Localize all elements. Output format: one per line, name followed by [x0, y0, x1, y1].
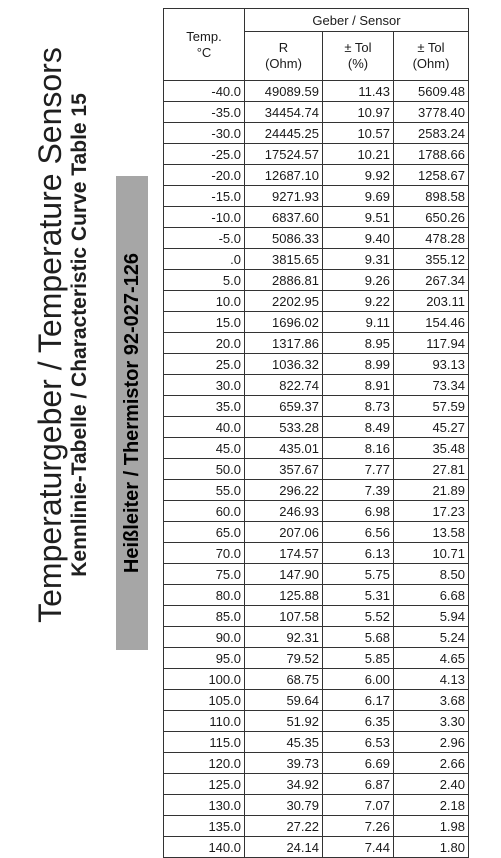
tolerance-percent-cell: 6.13: [323, 543, 394, 564]
tolerance-percent-cell: 8.99: [323, 354, 394, 375]
resistance-cell: 9271.93: [245, 186, 323, 207]
page-title: Temperaturgeber / Temperature Sensors: [32, 47, 68, 623]
temperature-cell: 35.0: [164, 396, 245, 417]
tolerance-ohm-cell: 4.13: [394, 669, 469, 690]
tolerance-percent-cell: 8.91: [323, 375, 394, 396]
tolerance-ohm-cell: 27.81: [394, 459, 469, 480]
temperature-cell: 20.0: [164, 333, 245, 354]
tolerance-percent-cell: 6.00: [323, 669, 394, 690]
resistance-header: [245, 32, 323, 81]
tolerance-percent-cell: 6.53: [323, 732, 394, 753]
table-row: [164, 690, 469, 711]
resistance-cell: 435.01: [245, 438, 323, 459]
tolerance-ohm-cell: 5.94: [394, 606, 469, 627]
tolerance-percent-cell: 9.31: [323, 249, 394, 270]
table-row: [164, 165, 469, 186]
table-row: [164, 291, 469, 312]
temperature-cell: 100.0: [164, 669, 245, 690]
resistance-cell: 125.88: [245, 585, 323, 606]
temperature-cell: 110.0: [164, 711, 245, 732]
table-row: [164, 417, 469, 438]
table-row: [164, 249, 469, 270]
resistance-cell: 1696.02: [245, 312, 323, 333]
tolerance-ohm-cell: 267.34: [394, 270, 469, 291]
tolerance-ohm-cell: 1.98: [394, 816, 469, 837]
tolerance-ohm-cell: 17.23: [394, 501, 469, 522]
tolerance-percent-cell: 11.43: [323, 81, 394, 102]
tolerance-ohm-cell: 3778.40: [394, 102, 469, 123]
resistance-cell: 246.93: [245, 501, 323, 522]
tolerance-percent-cell: 6.98: [323, 501, 394, 522]
resistance-cell: 51.92: [245, 711, 323, 732]
table-row: [164, 732, 469, 753]
temperature-cell: 30.0: [164, 375, 245, 396]
tolerance-percent-cell: 8.49: [323, 417, 394, 438]
tolerance-ohm-cell: 2.66: [394, 753, 469, 774]
resistance-cell: 30.79: [245, 795, 323, 816]
table-row: [164, 480, 469, 501]
tolerance-ohm-cell: 1788.66: [394, 144, 469, 165]
table-body: [164, 81, 469, 858]
tolerance-ohm-cell: 35.48: [394, 438, 469, 459]
table-row: [164, 228, 469, 249]
resistance-cell: 1317.86: [245, 333, 323, 354]
tolerance-ohm-cell: 898.58: [394, 186, 469, 207]
table-row: [164, 144, 469, 165]
table-row: [164, 627, 469, 648]
table-row: [164, 396, 469, 417]
tolerance-ohm-cell: 1258.67: [394, 165, 469, 186]
table-row: [164, 81, 469, 102]
tolerance-percent-cell: 7.26: [323, 816, 394, 837]
table-row: [164, 669, 469, 690]
temperature-cell: 115.0: [164, 732, 245, 753]
tolerance-ohm-cell: 2.40: [394, 774, 469, 795]
temperature-cell: -5.0: [164, 228, 245, 249]
tolerance-ohm-cell: 10.71: [394, 543, 469, 564]
resistance-cell: 6837.60: [245, 207, 323, 228]
resistance-cell: 45.35: [245, 732, 323, 753]
temperature-cell: -35.0: [164, 102, 245, 123]
resistance-cell: 17524.57: [245, 144, 323, 165]
tolerance-percent-cell: 9.11: [323, 312, 394, 333]
temperature-cell: 55.0: [164, 480, 245, 501]
temperature-cell: 85.0: [164, 606, 245, 627]
temperature-cell: 130.0: [164, 795, 245, 816]
table-row: [164, 543, 469, 564]
tolerance-percent-cell: 7.77: [323, 459, 394, 480]
resistance-cell: 147.90: [245, 564, 323, 585]
temperature-cell: 140.0: [164, 837, 245, 858]
thermistor-label: Heißleiter / Thermistor 92-027-126: [121, 252, 143, 574]
resistance-cell: 12687.10: [245, 165, 323, 186]
table-row: [164, 207, 469, 228]
table-row: [164, 186, 469, 207]
tolerance-percent-cell: 8.16: [323, 438, 394, 459]
resistance-cell: 174.57: [245, 543, 323, 564]
resistance-cell: 2886.81: [245, 270, 323, 291]
table-row: [164, 522, 469, 543]
temperature-cell: 125.0: [164, 774, 245, 795]
page-subtitle: Kennlinie-Tabelle / Characteristic Curve Table 15: [68, 93, 91, 577]
temperature-cell: 95.0: [164, 648, 245, 669]
tolerance-percent-cell: 7.44: [323, 837, 394, 858]
tolerance-percent-unit: (%): [347, 56, 369, 71]
table-row: [164, 354, 469, 375]
tolerance-percent-cell: 8.95: [323, 333, 394, 354]
tolerance-percent-cell: 9.92: [323, 165, 394, 186]
temperature-cell: 80.0: [164, 585, 245, 606]
resistance-cell: 822.74: [245, 375, 323, 396]
table-row: [164, 816, 469, 837]
tolerance-ohm-unit: (Ohm): [412, 56, 450, 71]
tolerance-percent-cell: 5.75: [323, 564, 394, 585]
table-row: [164, 459, 469, 480]
tolerance-percent-cell: 10.97: [323, 102, 394, 123]
resistance-cell: 24445.25: [245, 123, 323, 144]
tolerance-ohm-cell: 203.11: [394, 291, 469, 312]
resistance-cell: 207.06: [245, 522, 323, 543]
table-row: [164, 564, 469, 585]
temperature-cell: 60.0: [164, 501, 245, 522]
table-row: [164, 102, 469, 123]
resistance-cell: 1036.32: [245, 354, 323, 375]
resistance-cell: 92.31: [245, 627, 323, 648]
sensor-group-header: Geber / Sensor: [245, 9, 469, 32]
temperature-cell: 70.0: [164, 543, 245, 564]
tolerance-ohm-cell: 4.65: [394, 648, 469, 669]
tolerance-percent-cell: 5.85: [323, 648, 394, 669]
temperature-cell: 135.0: [164, 816, 245, 837]
tolerance-ohm-cell: 45.27: [394, 417, 469, 438]
tolerance-ohm-cell: 2.18: [394, 795, 469, 816]
resistance-cell: 34.92: [245, 774, 323, 795]
characteristic-table: [163, 8, 469, 858]
temp-header-unit: °C: [196, 44, 212, 60]
resistance-cell: 2202.95: [245, 291, 323, 312]
tolerance-ohm-cell: 154.46: [394, 312, 469, 333]
tolerance-ohm-cell: 5.24: [394, 627, 469, 648]
temperature-cell: 120.0: [164, 753, 245, 774]
tolerance-ohm-cell: 57.59: [394, 396, 469, 417]
table-row: [164, 501, 469, 522]
table-row: [164, 333, 469, 354]
tolerance-percent-header: [323, 32, 394, 81]
tolerance-percent-cell: 6.56: [323, 522, 394, 543]
tolerance-ohm-cell: 13.58: [394, 522, 469, 543]
temperature-cell: 105.0: [164, 690, 245, 711]
temperature-cell: 15.0: [164, 312, 245, 333]
tolerance-ohm-cell: 117.94: [394, 333, 469, 354]
table-row: [164, 312, 469, 333]
tolerance-percent-cell: 7.07: [323, 795, 394, 816]
resistance-cell: 68.75: [245, 669, 323, 690]
temperature-cell: -20.0: [164, 165, 245, 186]
temperature-cell: .0: [164, 249, 245, 270]
temperature-cell: -25.0: [164, 144, 245, 165]
tolerance-ohm-cell: 8.50: [394, 564, 469, 585]
tolerance-ohm-cell: 5609.48: [394, 81, 469, 102]
tolerance-percent-cell: 6.87: [323, 774, 394, 795]
tolerance-ohm-cell: 6.68: [394, 585, 469, 606]
tolerance-percent-cell: 6.17: [323, 690, 394, 711]
temperature-cell: 65.0: [164, 522, 245, 543]
table-row: [164, 606, 469, 627]
tolerance-percent-cell: 9.22: [323, 291, 394, 312]
tolerance-percent-cell: 9.51: [323, 207, 394, 228]
resistance-cell: 24.14: [245, 837, 323, 858]
temperature-cell: 40.0: [164, 417, 245, 438]
table-row: [164, 753, 469, 774]
tolerance-percent-cell: 6.69: [323, 753, 394, 774]
resistance-cell: 27.22: [245, 816, 323, 837]
temp-header: [164, 9, 245, 81]
resistance-cell: 107.58: [245, 606, 323, 627]
tolerance-ohm-cell: 650.26: [394, 207, 469, 228]
table-row: [164, 837, 469, 858]
tolerance-ohm-cell: 1.80: [394, 837, 469, 858]
tolerance-ohm-header: [394, 32, 469, 81]
resistance-cell: 39.73: [245, 753, 323, 774]
tolerance-percent-cell: 6.35: [323, 711, 394, 732]
resistance-cell: 34454.74: [245, 102, 323, 123]
temperature-cell: 50.0: [164, 459, 245, 480]
table-row: [164, 648, 469, 669]
tolerance-percent-cell: 10.57: [323, 123, 394, 144]
table-row: [164, 375, 469, 396]
resistance-cell: 3815.65: [245, 249, 323, 270]
temperature-cell: 90.0: [164, 627, 245, 648]
temperature-cell: 45.0: [164, 438, 245, 459]
temperature-cell: -15.0: [164, 186, 245, 207]
resistance-cell: 659.37: [245, 396, 323, 417]
tolerance-ohm-cell: 93.13: [394, 354, 469, 375]
tolerance-percent-label: ± Tol: [344, 40, 372, 55]
resistance-cell: 59.64: [245, 690, 323, 711]
curve-table: [163, 8, 469, 858]
resistance-header-label: R: [278, 40, 289, 55]
tolerance-ohm-cell: 21.89: [394, 480, 469, 501]
tolerance-ohm-cell: 3.68: [394, 690, 469, 711]
temperature-cell: 75.0: [164, 564, 245, 585]
table-row: [164, 123, 469, 144]
tolerance-percent-cell: 5.31: [323, 585, 394, 606]
tolerance-percent-cell: 8.73: [323, 396, 394, 417]
tolerance-percent-cell: 5.52: [323, 606, 394, 627]
tolerance-ohm-cell: 3.30: [394, 711, 469, 732]
tolerance-ohm-cell: 2.96: [394, 732, 469, 753]
tolerance-percent-cell: 5.68: [323, 627, 394, 648]
temperature-cell: 25.0: [164, 354, 245, 375]
tolerance-percent-cell: 9.40: [323, 228, 394, 249]
table-row: [164, 711, 469, 732]
resistance-header-unit: (Ohm): [265, 56, 302, 71]
tolerance-ohm-cell: 2583.24: [394, 123, 469, 144]
resistance-cell: 296.22: [245, 480, 323, 501]
thermistor-badge: [116, 176, 148, 650]
resistance-cell: 79.52: [245, 648, 323, 669]
tolerance-ohm-cell: 478.28: [394, 228, 469, 249]
resistance-cell: 49089.59: [245, 81, 323, 102]
resistance-cell: 5086.33: [245, 228, 323, 249]
tolerance-ohm-cell: 355.12: [394, 249, 469, 270]
table-row: [164, 438, 469, 459]
tolerance-percent-cell: 7.39: [323, 480, 394, 501]
tolerance-percent-cell: 9.69: [323, 186, 394, 207]
table-row: [164, 585, 469, 606]
tolerance-percent-cell: 10.21: [323, 144, 394, 165]
temp-header-label: Temp.: [186, 28, 222, 44]
temperature-cell: -30.0: [164, 123, 245, 144]
temperature-cell: 5.0: [164, 270, 245, 291]
tolerance-ohm-label: ± Tol: [417, 40, 445, 55]
table-row: [164, 774, 469, 795]
temperature-cell: -10.0: [164, 207, 245, 228]
resistance-cell: 357.67: [245, 459, 323, 480]
temperature-cell: -40.0: [164, 81, 245, 102]
resistance-cell: 533.28: [245, 417, 323, 438]
tolerance-percent-cell: 9.26: [323, 270, 394, 291]
temperature-cell: 10.0: [164, 291, 245, 312]
table-row: [164, 270, 469, 291]
tolerance-ohm-cell: 73.34: [394, 375, 469, 396]
table-row: [164, 795, 469, 816]
